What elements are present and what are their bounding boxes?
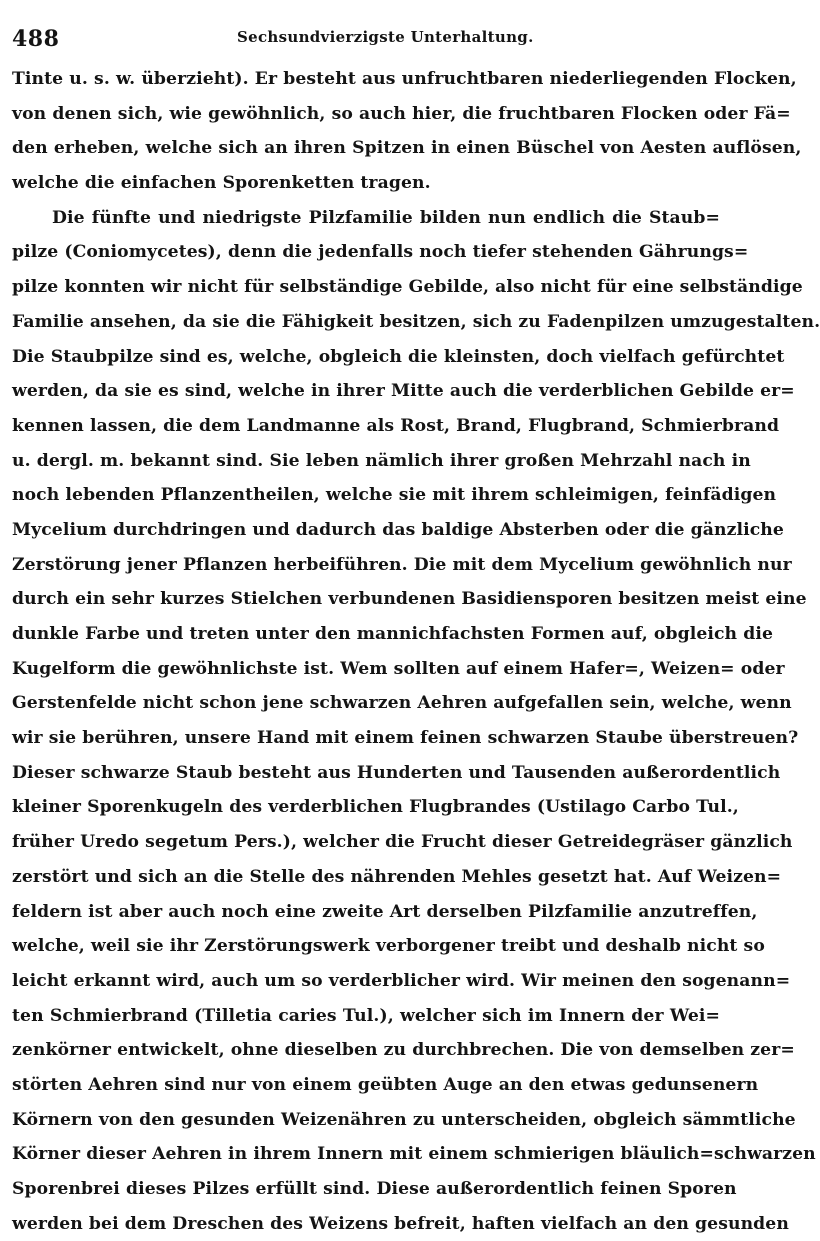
text-line: u. dergl. m. bekannt sind. Sie leben nämlich ihrer großen Mehrzahl nach in xyxy=(12,450,751,471)
text-line: werden bei dem Dreschen des Weizens befreit, haften vielfach an den gesunden xyxy=(12,1213,789,1234)
text-line: Körner dieser Aehren in ihrem Innern mit einem schmierigen bläulich=schwarzen xyxy=(12,1144,816,1165)
text-line: welche die einfachen Sporenketten tragen. xyxy=(12,173,431,194)
text-line: störten Aehren sind nur von einem geübten Auge an den etwas gedunsenern xyxy=(12,1074,759,1095)
text-line: früher Uredo segetum Pers.), welcher die Frucht dieser Getreidegräser gänzlich xyxy=(12,832,793,853)
text-line: kleiner Sporenkugeln des verderblichen Flugbrandes (Ustilago Carbo Tul., xyxy=(12,797,739,818)
text-line: wir sie berühren, unsere Hand mit einem feinen schwarzen Staube überstreuen? xyxy=(12,728,799,749)
body-text xyxy=(12,62,820,1241)
text-line: pilze (Coniomycetes), denn die jedenfalls noch tiefer stehenden Gährungs= xyxy=(12,242,749,263)
paragraph-start-line: Die fünfte und niedrigste Pilzfamilie bilden nun endlich die Staub= xyxy=(52,207,720,228)
text-line: dunkle Farbe und treten unter den mannichfachsten Formen auf, obgleich die xyxy=(12,624,774,644)
text-line: Tinte u. s. w. überzieht). Er besteht aus unfruchtbaren niederliegenden Flocken, xyxy=(12,69,797,89)
text-line: zerstört und sich an die Stelle des nährenden Mehles gesetzt hat. Auf Weizen= xyxy=(12,866,782,887)
text-line: kennen lassen, die dem Landmanne als Rost, Brand, Flugbrand, Schmierbrand xyxy=(12,415,780,436)
text-line: feldern ist aber auch noch eine zweite Art derselben Pilzfamilie anzutreffen, xyxy=(12,901,758,922)
text-line: Körnern von den gesunden Weizenähren zu unterscheiden, obgleich sämmtliche xyxy=(12,1109,796,1130)
text-line: werden, da sie es sind, welche in ihrer Mitte auch die verderblichen Gebilde er= xyxy=(12,381,795,402)
text-line: von denen sich, wie gewöhnlich, so auch hier, die fruchtbaren Flocken oder Fä= xyxy=(12,103,791,124)
text-line: Gerstenfelde nicht schon jene schwarzen Aehren aufgefallen sein, welche, wenn xyxy=(12,693,792,714)
text-line: pilze konnten wir nicht für selbständige Gebilde, also nicht für eine selbständige xyxy=(12,277,803,298)
text-line: Mycelium durchdringen und dadurch das baldige Absterben oder die gänzliche xyxy=(12,519,784,540)
text-line: Familie ansehen, da sie die Fähigkeit besitzen, sich zu Fadenpilzen umzugestalten. xyxy=(12,311,820,332)
text-line: welche, weil sie ihr Zerstörungswerk verborgener treibt und deshalb nicht so xyxy=(12,936,765,957)
text-line: noch lebenden Pflanzentheilen, welche sie mit ihrem schleimigen, feinfädigen xyxy=(12,485,777,506)
page-header xyxy=(12,20,720,54)
text-line: ten Schmierbrand (Tilletia caries Tul.), welcher sich im Innern der Wei= xyxy=(12,1005,720,1026)
text-line: zenkörner entwickelt, ohne dieselben zu durchbrechen. Die von demselben zer= xyxy=(12,1040,795,1061)
text-line: Zerstörung jener Pflanzen herbeiführen. Die mit dem Mycelium gewöhnlich nur xyxy=(12,554,792,575)
text-line: durch ein sehr kurzes Stielchen verbundenen Basidiensporen besitzen meist eine xyxy=(12,589,807,610)
text-line: den erheben, welche sich an ihren Spitzen in einen Büschel von Aesten auflösen, xyxy=(12,138,802,159)
text-line: Dieser schwarze Staub besteht aus Hunderten und Tausenden außerordentlich xyxy=(12,762,781,783)
text-line: Kugelform die gewöhnlichste ist. Wem sollten auf einem Hafer=, Weizen= oder xyxy=(12,658,785,679)
running-head: Sechsundvierzigste Unterhaltung. xyxy=(237,28,534,46)
text-line: Sporenbrei dieses Pilzes erfüllt sind. Diese außerordentlich feinen Sporen xyxy=(12,1179,737,1199)
text-line: Die Staubpilze sind es, welche, obgleich die kleinsten, doch vielfach gefürchtet xyxy=(12,346,785,367)
text-line: leicht erkannt wird, auch um so verderblicher wird. Wir meinen den sogenann= xyxy=(12,970,791,991)
page-number: 488 xyxy=(12,26,60,52)
